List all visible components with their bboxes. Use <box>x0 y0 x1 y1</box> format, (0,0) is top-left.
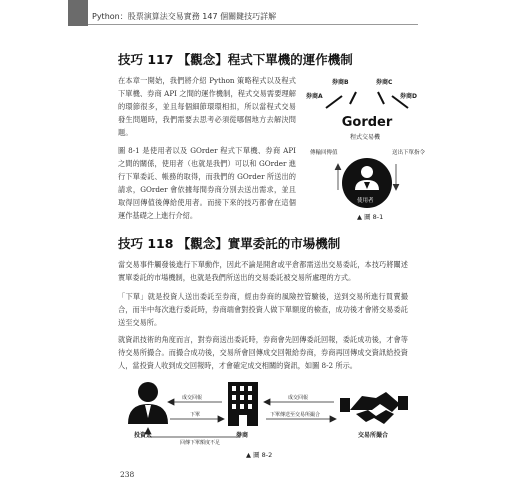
section-118-title: 技巧 118 【觀念】實單委託的市場機制 <box>118 236 341 251</box>
section-118-paragraph-1: 當交易事件觸發後進行下單動作，因此不論是開倉或平倉都需送出交易委託，本技巧將闡述實單委託的市場機制，也就是我們所送出的交易委託被交易所處理的方式。 <box>118 260 408 282</box>
figure-8-1-caption: ▲ 圖 8-1 <box>357 213 384 221</box>
investor-icon <box>128 382 168 424</box>
broker-a-label: 券商A <box>306 93 323 100</box>
return-value-label: 傳輸回傳值 <box>310 150 338 156</box>
section-117-paragraph-2: 圖 8-1 是使用者以及 GOrder 程式下單機、券商 API 之間的關係，使用者（也就是我們）可以和 GOrder 進行下單委託、帳務的取得，而我們的 GOrder 所送出的請求，GOrder 會依據每間券商分別去送出需求，並且取得回傳值後傳給使用者。而接下來的技巧都會在這個運作基礎之上進行介紹。 <box>118 146 296 220</box>
insufficient-quota-label: 回傳下單額度不足 <box>180 440 221 446</box>
section-117-title: 技巧 117 【觀念】程式下單機的運作機制 <box>118 52 353 67</box>
user-label: 使用者 <box>357 198 374 204</box>
running-header: Python：股票演算法交易實務 147 個關鍵技巧詳解 <box>92 12 277 21</box>
trade-report-label-2: 成交回報 <box>288 395 309 401</box>
gorder-label: Gorder <box>341 115 393 130</box>
trade-report-label-1: 成交回報 <box>182 395 203 401</box>
handshake-icon <box>340 392 408 424</box>
exchange-label: 交易所撮合 <box>358 432 389 439</box>
broker-building-icon <box>228 382 258 426</box>
section-118-paragraph-2: 「下單」就是投資人送出委託至券商，經由券商的風險控管驗後，送到交易所進行買賣撮合，而半中每次進行委託時，券商端會對投資人做下單額度的檢查，成功後才會將交易委託送至交易所。 <box>118 292 408 327</box>
investor-label: 投資人 <box>134 432 153 439</box>
broker-c-label: 券商C <box>376 79 393 86</box>
send-order-label: 送出下單指令 <box>392 150 426 156</box>
order-label-1: 下單 <box>190 412 201 418</box>
section-117-paragraph-1: 在本章一開始，我們將介紹 Python 策略程式以及程式下單機、券商 API 之間的運作機制，程式交易需要理解的環節很多，並且每個細節環環相扣，所以當程式交易發生問題時，我們需要去思考必須從哪個地方去解決問題。 <box>118 76 296 137</box>
gorder-subtitle: 程式交易機 <box>350 134 381 141</box>
figure-8-2-caption: ▲ 圖 8-2 <box>246 451 273 459</box>
page-number: 238 <box>120 470 135 479</box>
broker-b-label: 券商B <box>332 79 349 86</box>
order-to-exchange-label: 下單傳送至交易所撮合 <box>270 412 321 418</box>
broker-label: 券商 <box>236 432 249 439</box>
broker-d-label: 券商D <box>400 93 417 100</box>
section-118-paragraph-3: 就資訊技術的角度而言，對券商送出委託時，券商會先回傳委託回報，委託成功後，才會等待交易所撮合。而撮合成功後，交易所會回傳成交回報給券商，券商再回傳成交資訊給投資人，當投資人收到成交回報時，才會確定成交相關的資訊，如圖 8-2 所示。 <box>118 335 408 370</box>
